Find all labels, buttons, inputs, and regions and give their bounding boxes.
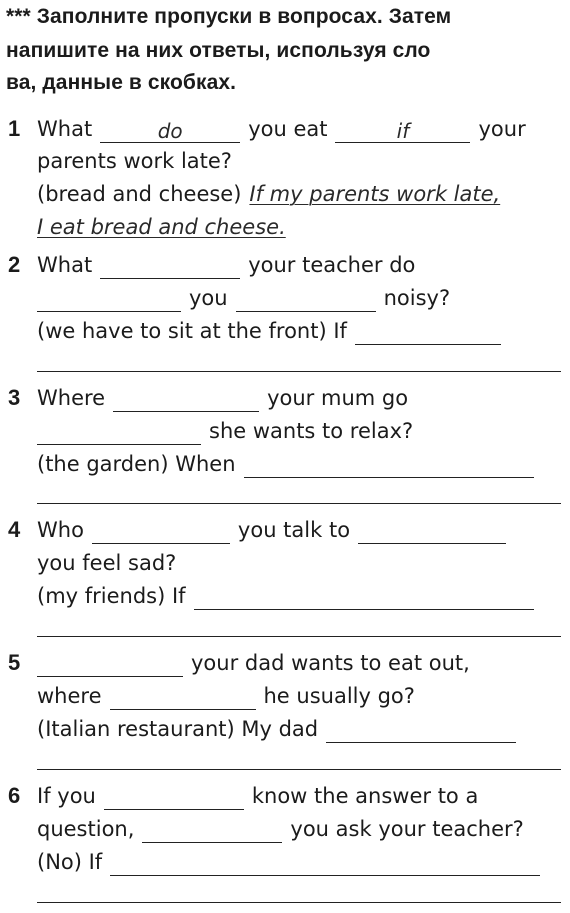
q4-text-a: Who — [37, 518, 84, 542]
q4-line-2 — [8, 544, 176, 577]
q2-line-1 — [8, 246, 415, 279]
q5-number: 5 — [8, 650, 21, 675]
q3-text-c: she wants to relax? — [209, 419, 414, 443]
instruction-line-2: напишите на них ответы, используя сло — [6, 39, 431, 62]
q4-blank-2[interactable] — [358, 519, 506, 544]
q3-text-b: your mum go — [267, 386, 409, 410]
q2-number: 2 — [8, 252, 21, 277]
q6-text-b: know the answer to a — [251, 784, 479, 808]
q3-answer-rule[interactable] — [37, 503, 561, 504]
q5-blank-1[interactable] — [37, 652, 183, 677]
q1-blank-1[interactable] — [100, 118, 240, 143]
q6-hint: (No) If — [37, 850, 103, 874]
q3-line-3 — [8, 445, 542, 478]
q5-line-2 — [8, 677, 415, 710]
q1-line-4 — [8, 208, 324, 241]
q1-text-a: What — [37, 117, 93, 141]
q6-text-d: you ask your teacher? — [290, 817, 524, 841]
q3-number: 3 — [8, 385, 21, 410]
q1-answer-blank-2: if — [396, 119, 410, 143]
q1-blank-2[interactable] — [335, 118, 470, 143]
q2-blank-3[interactable] — [236, 287, 376, 312]
q3-blank-1[interactable] — [113, 387, 259, 412]
q1-answer-line-1: If my parents work late, — [249, 182, 501, 206]
q2-text-b: your teacher do — [248, 253, 416, 277]
q4-text-c: you feel sad? — [37, 551, 177, 575]
q6-blank-1[interactable] — [104, 785, 244, 810]
q2-blank-1[interactable] — [100, 254, 240, 279]
q1-text-c: your — [478, 117, 526, 141]
q2-blank-2[interactable] — [37, 287, 181, 312]
q4-blank-1[interactable] — [92, 519, 230, 544]
q3-blank-2[interactable] — [37, 420, 201, 445]
q1-answer-blank-1: do — [157, 119, 183, 143]
q1-hint: (bread and cheese) — [37, 182, 242, 206]
q5-text-b: where — [37, 684, 102, 708]
q2-line-2 — [8, 279, 450, 312]
q3-blank-3[interactable] — [244, 453, 534, 478]
instruction-line-3: ва, данные в скобках. — [6, 71, 237, 94]
q5-text-a: your dad wants to eat out, — [191, 651, 470, 675]
q4-line-3 — [8, 577, 542, 610]
q6-text-a: If you — [37, 784, 96, 808]
q1-line-1 — [8, 110, 526, 143]
q5-answer-rule[interactable] — [37, 769, 561, 770]
q4-hint: (my friends) If — [37, 584, 186, 608]
q1-text-d: parents work late? — [37, 149, 232, 173]
q5-text-c: he usually go? — [263, 684, 415, 708]
q6-line-3 — [8, 843, 548, 876]
q3-line-1 — [8, 379, 408, 412]
q4-answer-rule[interactable] — [37, 636, 561, 637]
q6-line-1 — [8, 777, 478, 810]
q2-answer-rule[interactable] — [37, 371, 561, 372]
q6-blank-3[interactable] — [110, 851, 540, 876]
instruction-line-1: *** Заполните пропуски в вопросах. Затем — [6, 5, 452, 28]
q4-line-1 — [8, 511, 514, 544]
q4-blank-3[interactable] — [194, 585, 534, 610]
q1-line-2 — [8, 142, 232, 175]
q5-blank-3[interactable] — [326, 718, 516, 743]
q1-number: 1 — [8, 116, 21, 141]
q2-blank-4[interactable] — [355, 320, 501, 345]
q6-blank-2[interactable] — [142, 818, 282, 843]
q6-answer-rule[interactable] — [37, 902, 561, 903]
q6-number: 6 — [8, 783, 21, 808]
q1-answer-line-2: I eat bread and cheese. — [37, 215, 286, 239]
q5-line-3 — [8, 710, 524, 743]
q4-number: 4 — [8, 517, 21, 542]
q3-hint: (the garden) When — [37, 452, 236, 476]
q2-text-a: What — [37, 253, 93, 277]
q3-text-a: Where — [37, 386, 106, 410]
q6-text-c: question, — [37, 817, 135, 841]
q2-line-3 — [8, 312, 509, 345]
q5-line-1 — [8, 644, 470, 677]
q1-text-b: you eat — [248, 117, 328, 141]
q2-text-c: you — [189, 286, 228, 310]
q2-text-d: noisy? — [383, 286, 451, 310]
q2-hint: (we have to sit at the front) If — [37, 319, 347, 343]
q5-hint: (Italian restaurant) My dad — [37, 717, 319, 741]
q5-blank-2[interactable] — [110, 685, 256, 710]
q6-line-2 — [8, 810, 524, 843]
q4-text-b: you talk to — [237, 518, 351, 542]
q3-line-2 — [8, 412, 413, 445]
q1-line-3 — [8, 175, 500, 208]
